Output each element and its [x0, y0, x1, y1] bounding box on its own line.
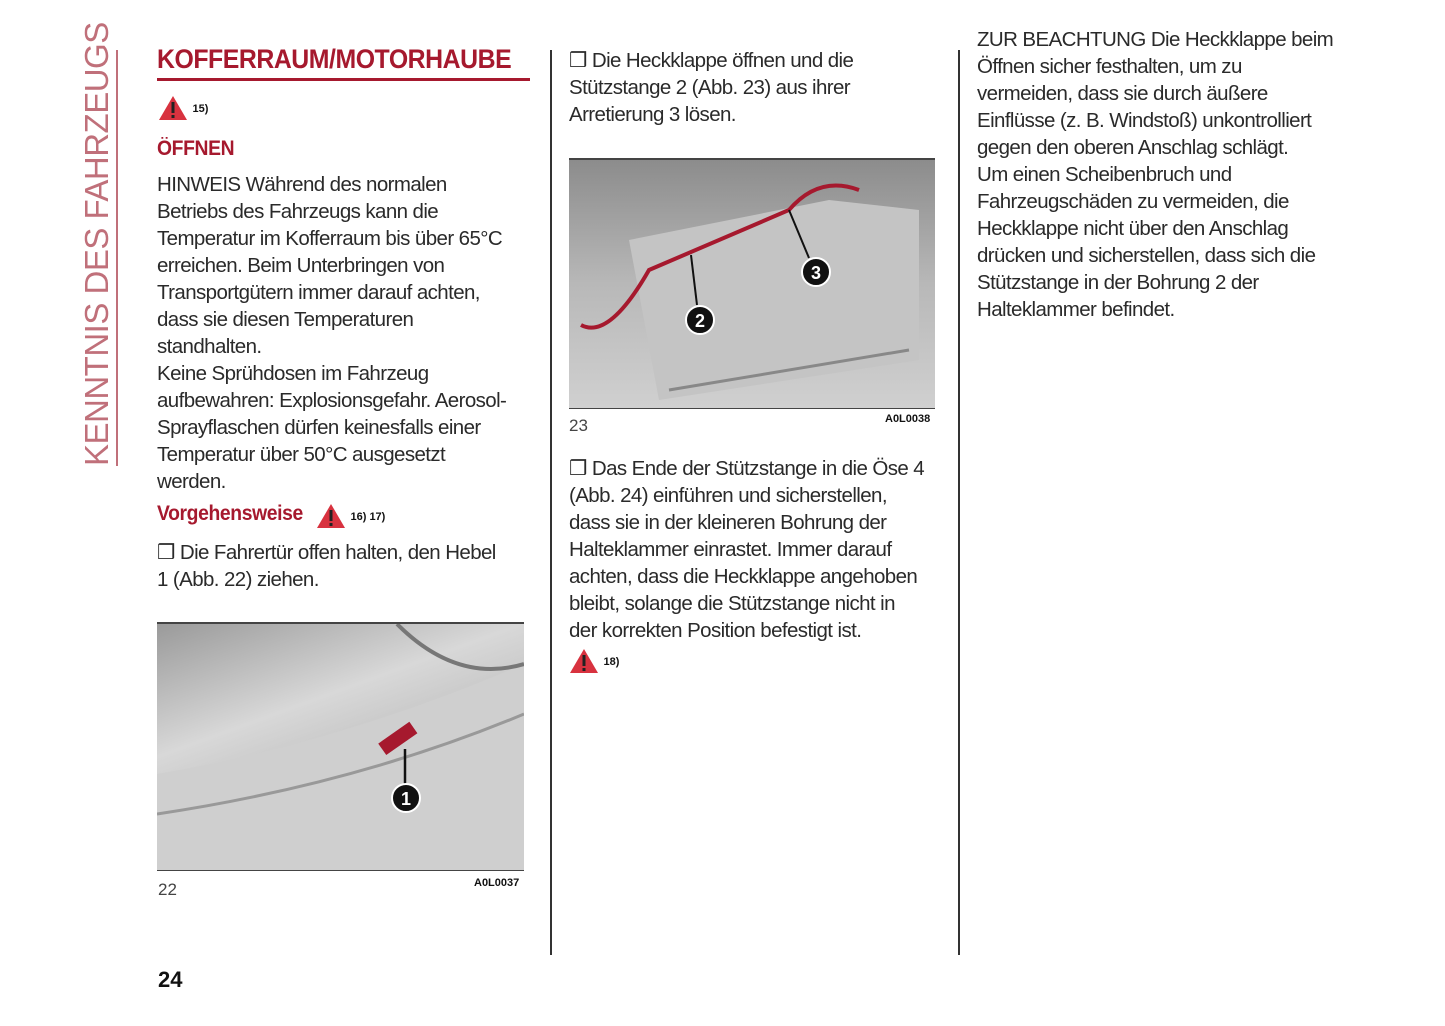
figure-22-image: [157, 622, 524, 871]
page-title: KOFFERRAUM/MOTORHAUBE: [157, 44, 512, 74]
text-line: Öffnen sicher festhalten, um zu: [977, 55, 1242, 78]
step-3: [569, 455, 924, 644]
text-line: standhalten.: [157, 335, 262, 358]
text-line: Halteklammer befindet.: [977, 298, 1175, 321]
procedure-heading: [157, 502, 385, 529]
text-line: gegen den oberen Anschlag schlägt.: [977, 136, 1289, 159]
warning-ref-1: [158, 95, 208, 121]
callout-3: 3: [810, 263, 822, 283]
text-line: dass sie in der kleineren Bohrung der: [569, 511, 887, 534]
page-number: 24: [158, 967, 183, 992]
text-line: Keine Sprühdosen im Fahrzeug: [157, 362, 429, 385]
text-line: Arretierung 3 lösen.: [569, 103, 736, 126]
text-line: Um einen Scheibenbruch und: [977, 163, 1232, 186]
warning-footnote: 16) 17): [350, 511, 386, 523]
warning-footnote: 15): [192, 103, 209, 116]
text-line: drücken und sicherstellen, dass sich die: [977, 244, 1316, 267]
callout-2: 2: [694, 311, 706, 331]
callout-1: 1: [400, 789, 412, 809]
section-label: KENNTNIS DES FAHRZEUGS: [78, 22, 115, 466]
trunk-illustration: [569, 160, 935, 408]
text-line: ❒ Die Heckklappe öffnen und die: [569, 49, 854, 72]
figure-22-code: A0L0037: [474, 877, 520, 889]
text-line: ZUR BEACHTUNG Die Heckklappe beim: [977, 28, 1334, 51]
text-line: erreichen. Beim Unterbringen von: [157, 254, 445, 277]
warning-ref-3: [569, 648, 619, 674]
text-line: dass sie diesen Temperaturen: [157, 308, 414, 331]
text-line: Temperatur im Kofferraum bis über 65°C: [157, 227, 503, 250]
text-line: Heckklappe nicht über den Anschlag: [977, 217, 1289, 240]
text-line: aufbewahren: Explosionsgefahr. Aerosol-: [157, 389, 507, 412]
text-line: ❒ Das Ende der Stützstange in die Öse 4: [569, 457, 925, 480]
text-line: ❒ Die Fahrertür offen halten, den Hebel: [157, 541, 496, 564]
text-line: (Abb. 24) einführen und sicherstellen,: [569, 484, 887, 507]
text-line: Einflüsse (z. B. Windstoß) unkontrolliert: [977, 109, 1312, 132]
figure-23-code: A0L0038: [885, 413, 931, 425]
text-line: Betriebs des Fahrzeugs kann die: [157, 200, 439, 223]
text-line: bleibt, solange die Stützstange nicht in: [569, 592, 895, 615]
text-line: 1 (Abb. 22) ziehen.: [157, 568, 319, 591]
text-line: Temperatur über 50°C ausgesetzt: [157, 443, 446, 466]
warning-icon: [569, 648, 599, 674]
text-line: Sprayflaschen dürfen keinesfalls einer: [157, 416, 481, 439]
figure-23-number: 23: [569, 416, 588, 435]
figure-23-image: [569, 158, 935, 409]
section-sidebar: [78, 22, 118, 466]
hinweis-paragraph: [157, 171, 506, 495]
text-line: achten, dass die Heckklappe angehoben: [569, 565, 918, 588]
text-line: Transportgütern immer darauf achten,: [157, 281, 480, 304]
text-line: Stützstange in der Bohrung 2 der: [977, 271, 1259, 294]
sidebar-rule: [116, 50, 118, 466]
door-sill-illustration: [157, 624, 524, 870]
subheading-oeffnen: ÖFFNEN: [157, 137, 235, 160]
column-divider: [550, 50, 552, 955]
text-line: Halteklammer einrastet. Immer darauf: [569, 538, 892, 561]
warning-footnote: 18): [603, 656, 620, 669]
column-divider: [958, 50, 960, 955]
title-underline: [157, 78, 530, 81]
text-line: HINWEIS Während des normalen: [157, 173, 447, 196]
text-line: vermeiden, dass sie durch äußere: [977, 82, 1268, 105]
warning-icon: [158, 95, 188, 121]
procedure-title: Vorgehensweise: [157, 502, 303, 525]
figure-22-number: 22: [158, 880, 177, 899]
text-line: Stützstange 2 (Abb. 23) aus ihrer: [569, 76, 851, 99]
step-1: [157, 539, 496, 593]
text-line: Fahrzeugschäden zu vermeiden, die: [977, 190, 1289, 213]
step-2: [569, 47, 853, 128]
text-line: werden.: [157, 470, 226, 493]
text-line: der korrekten Position befestigt ist.: [569, 619, 862, 642]
warning-icon: [316, 503, 346, 529]
zur-beachtung-note: [977, 26, 1333, 323]
